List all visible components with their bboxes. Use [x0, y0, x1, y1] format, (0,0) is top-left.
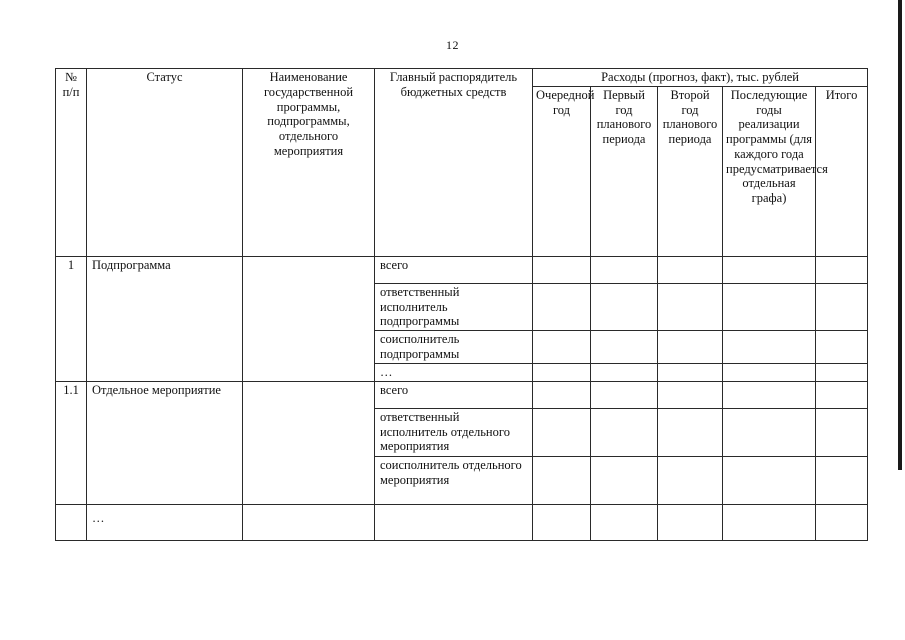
cell: [56, 504, 87, 540]
cell: [243, 504, 375, 540]
row-manager-responsible: ответственный исполнитель подпрограммы: [375, 283, 533, 330]
cell: [723, 364, 816, 382]
cell: [658, 256, 723, 283]
cell: [723, 408, 816, 456]
row-manager-ellipsis: …: [375, 364, 533, 382]
cell: [533, 408, 591, 456]
header-name: Наименование государственной программы, подпрограммы, отдельного мероприятия: [243, 69, 375, 257]
table-row: [56, 381, 868, 408]
cell: [591, 408, 658, 456]
header-num: № п/п: [56, 69, 87, 257]
row-manager-responsible: ответственный исполнитель отдельного мероприятия: [375, 408, 533, 456]
row-status: Отдельное мероприятие: [87, 381, 243, 504]
cell: [591, 331, 658, 364]
cell: [723, 331, 816, 364]
header-manager: Главный распорядитель бюджетных средств: [375, 69, 533, 257]
cell: [816, 283, 868, 330]
page-number: 12: [446, 38, 459, 52]
cell: [591, 381, 658, 408]
cell: [533, 331, 591, 364]
cell: [658, 331, 723, 364]
cell: [533, 381, 591, 408]
cell: [723, 283, 816, 330]
cell: [816, 504, 868, 540]
cell: [723, 381, 816, 408]
cell: [533, 256, 591, 283]
header-expenses: Расходы (прогноз, факт), тыс. рублей: [533, 69, 868, 87]
cell: [591, 283, 658, 330]
row-manager-coexecutor: соисполнитель отдельного мероприятия: [375, 456, 533, 504]
row-num: 1.1: [56, 381, 87, 504]
row-num: 1: [56, 256, 87, 381]
cell: [816, 456, 868, 504]
cell: [723, 256, 816, 283]
row-status: Подпрограмма: [87, 256, 243, 381]
cell: [658, 364, 723, 382]
cell: [816, 364, 868, 382]
cell: [816, 256, 868, 283]
cell: [658, 408, 723, 456]
cell: [658, 504, 723, 540]
row-manager-total: всего: [375, 256, 533, 283]
cell: [591, 504, 658, 540]
row-name: [243, 256, 375, 381]
cell: [533, 283, 591, 330]
cell: [816, 408, 868, 456]
cell: [533, 504, 591, 540]
row-ellipsis: …: [87, 504, 243, 540]
cell: [658, 381, 723, 408]
header-first-year: Первый год планового периода: [591, 86, 658, 256]
cell: [816, 381, 868, 408]
cell: [658, 283, 723, 330]
header-total: Итого: [816, 86, 868, 256]
cell: [533, 364, 591, 382]
row-name: [243, 381, 375, 504]
cell: [658, 456, 723, 504]
budget-table: [55, 68, 868, 541]
scan-edge-line: [898, 0, 902, 470]
header-second-year: Второй год планового периода: [658, 86, 723, 256]
table-row: [56, 504, 868, 540]
cell: [723, 456, 816, 504]
row-manager-coexecutor: соисполнитель подпрограммы: [375, 331, 533, 364]
cell: [591, 364, 658, 382]
header-next-year: Очередной год: [533, 86, 591, 256]
table-row: [56, 256, 868, 283]
cell: [591, 456, 658, 504]
header-status: Статус: [87, 69, 243, 257]
cell: [723, 504, 816, 540]
header-following-years: Последующие годы реализации программы (для каждого года предусматривается отдельная графа): [723, 86, 816, 256]
cell: [533, 456, 591, 504]
cell: [591, 256, 658, 283]
row-manager-total: всего: [375, 381, 533, 408]
cell: [816, 331, 868, 364]
cell: [375, 504, 533, 540]
